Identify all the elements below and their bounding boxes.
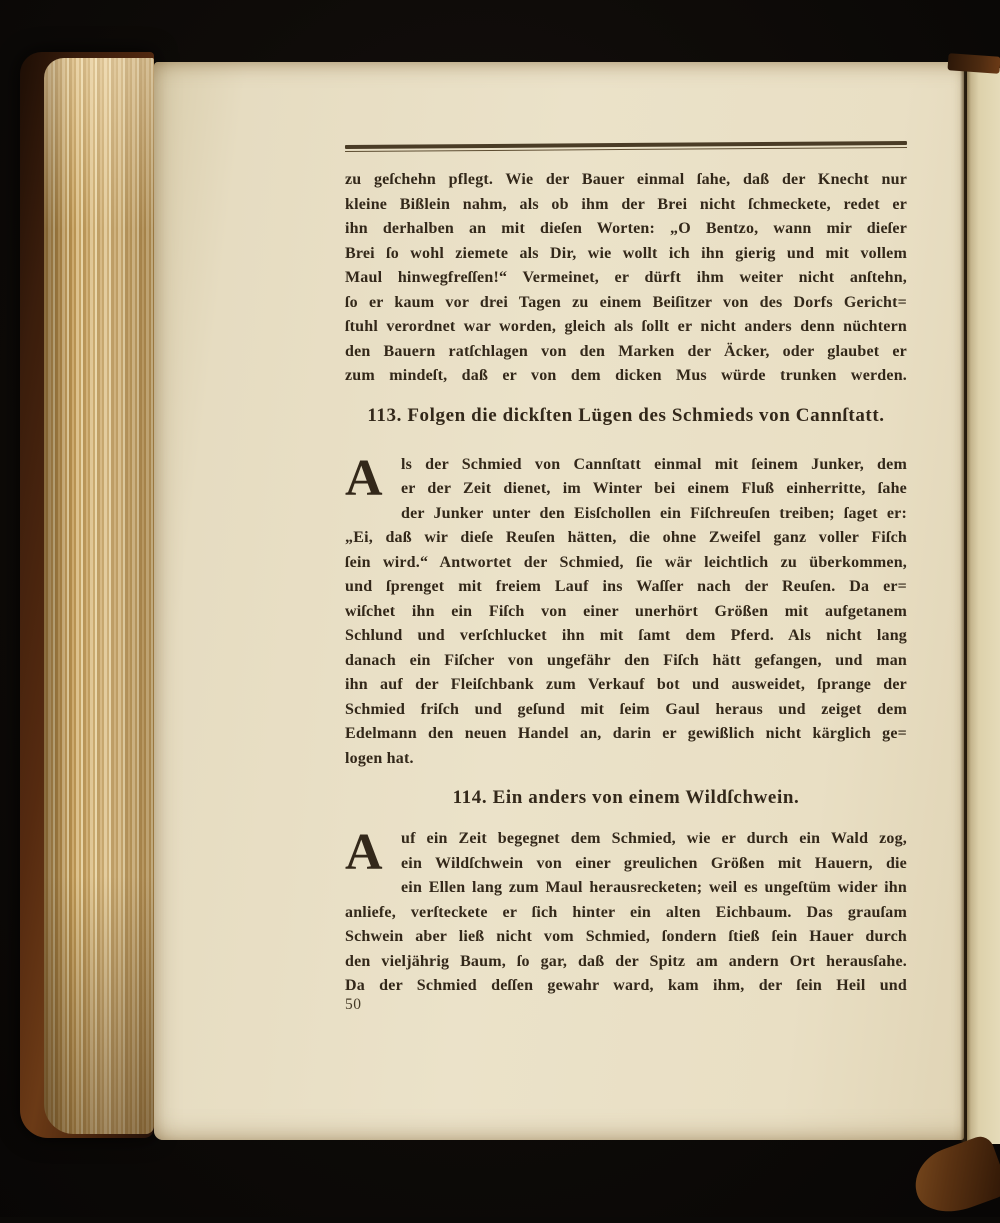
text-line: uf ein Zeit begegnet dem Schmied, wie er durch ein Wald zog, — [401, 830, 907, 847]
text-line: Schwein aber ließ nicht vom Schmied, ſondern ſtieß ſein Hauer durch — [345, 928, 907, 945]
page-number: 50 — [345, 996, 362, 1013]
text-line: logen hat. — [345, 749, 414, 767]
story-113-paragraph — [345, 449, 907, 772]
story-113-heading: 113. Folgen die dickſten Lügen des Schmieds von Cannſtatt. — [367, 404, 885, 426]
text-line: ſo er kaum vor drei Tagen zu einem Beiſitzer von des Dorfs Gericht= — [345, 293, 907, 311]
text-line: und ſprenget mit freiem Lauf ins Waſſer nach der Reuſen. Da er= — [345, 578, 907, 595]
text-line: Brei ſo wohl ziemete als Dir, wie wollt ich ihn gierig und mit vollem — [345, 244, 907, 262]
text-line: ein Ellen lang zum Maul herausrecketen; weil es ungeſtüm wider ihn — [401, 879, 907, 896]
text-line: zu geſchehn pflegt. Wie der Bauer einmal ſahe, daß der Knecht nur — [345, 171, 907, 188]
text-line: Edelmann den neuen Handel an, darin er gewißlich nicht kärglich ge= — [345, 725, 907, 742]
story-114-heading: 114. Ein anders von einem Wildſchwein. — [452, 787, 800, 808]
text-line: er der Zeit dienet, im Winter bei einem Fluß einherritte, ſahe — [401, 480, 907, 497]
text-line: der Junker unter den Eisſchollen ein Fiſchreuſen treiben; ſaget er: — [401, 504, 907, 522]
book-cover-top-right-edge — [947, 53, 1000, 74]
gutter-crease — [960, 62, 967, 1142]
story-113-drop-cap: A — [345, 449, 383, 507]
continuation-paragraph — [345, 168, 907, 389]
text-line: kleine Bißlein nahm, als ob ihm der Brei nicht ſchmeckete, redet er — [345, 195, 907, 213]
text-line: den vieljährig Baum, ſo gar, daß der Spitz am andern Ort herausſahe. — [345, 952, 907, 970]
text-line: Schlund und verſchlucket ihn mit ſamt dem Pferd. Als nicht lang — [345, 627, 907, 644]
text-line: anliefe, verſteckete er ſich hinter ein alten Eichbaum. Das grauſam — [345, 903, 907, 921]
text-line: Maul hinwegfreſſen!“ Vermeinet, er dürft ihm weiter nicht anſtehn, — [345, 269, 907, 286]
text-line: ein Wildſchwein von einer greulichen Größen mit Hauern, die — [401, 854, 907, 872]
text-line: ihn derhalben an mit dieſen Worten: „O Bentzo, wann mir dieſer — [345, 220, 907, 237]
page-text-flow — [345, 168, 907, 999]
text-line: ſtuhl verordnet war worden, gleich als ſollt er nicht anders denn nüchtern — [345, 318, 907, 335]
text-line: ls der Schmied von Cannſtatt einmal mit ſeinem Junker, dem — [401, 455, 907, 473]
text-line: „Ei, daß wir dieſe Reuſen hätten, die ohne Zweifel ganz voller Fiſch — [345, 529, 907, 546]
text-line: den Bauern ratſchlagen von den Marken der Äcker, oder glaubet er — [345, 342, 907, 360]
text-line: ihn auf der Fleiſchbank zum Verkauf bot und ausweidet, ſprange der — [345, 676, 907, 693]
story-114-paragraph — [345, 824, 907, 999]
text-line: danach ein Fiſcher von ungefähr den Fiſch hätt gefangen, und man — [345, 651, 907, 669]
text-line: ſein wird.“ Antwortet der Schmied, ſie wär leichtlich zu überkommen, — [345, 553, 907, 571]
text-line: zum mindeſt, daß er von dem dicken Mus würde trunken werden. — [345, 367, 907, 384]
facing-page-edge — [967, 68, 1000, 1144]
story-114-drop-cap: A — [345, 824, 383, 881]
text-line: wiſchet ihn ein Fiſch von einer unerhört Größen mit aufgetanem — [345, 602, 907, 620]
text-line: Da der Schmied deſſen gewahr ward, kam ihm, der ſein Heil und — [345, 977, 907, 994]
page-fore-edges — [44, 58, 154, 1134]
text-line: Schmied friſch und geſund mit ſeim Gaul heraus und zeiget dem — [345, 700, 907, 718]
